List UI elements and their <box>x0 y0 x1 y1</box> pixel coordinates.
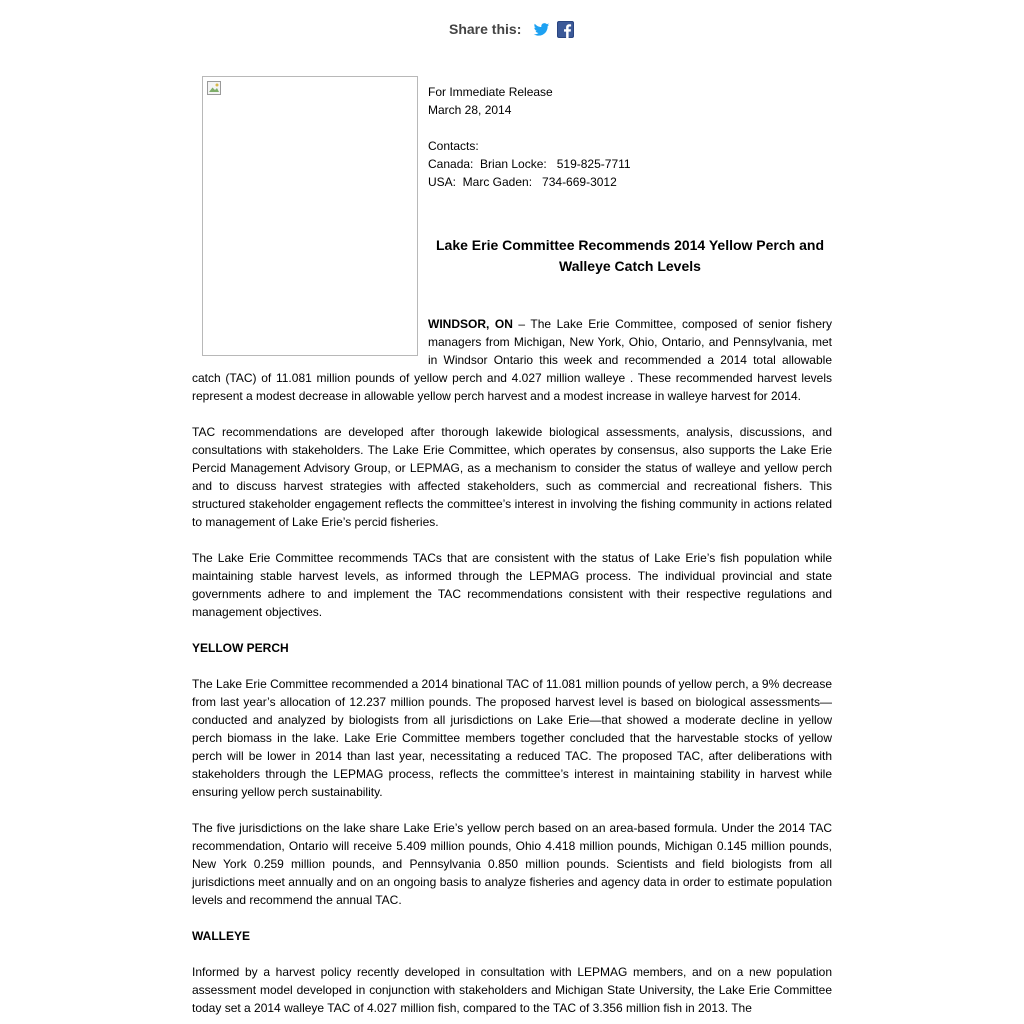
share-bar <box>449 18 581 40</box>
twitter-icon[interactable] <box>533 21 550 38</box>
yellow-perch-heading: YELLOW PERCH <box>192 641 289 655</box>
walleye-heading: WALLEYE <box>192 929 251 943</box>
headline-line-2: Walleye Catch Levels <box>559 258 701 274</box>
consistency-paragraph: The Lake Erie Committee recommends TACs that are consistent with the status of Lake Erie’s fish population while maintaining stable harvest levels, as informed through the LEPMAG process. The individual provincial and state governments adhere to and implement the TAC recommendations consistent with their respective regulations and management objectives. <box>192 551 832 619</box>
contact-canada: Canada: Brian Locke: 519-825-7711 <box>428 157 631 171</box>
dateline: WINDSOR, ON <box>428 317 513 331</box>
tac-process-paragraph: TAC recommendations are developed after thorough lakewide biological assessments, analysis, discussions, and consultations with stakeholders. The Lake Erie Committee, which operates by consensus, also supports the Lake Erie Percid Management Advisory Group, or LEPMAG, as a mechanism to consider the status of walleye and yellow perch and to discuss harvest strategies with affected stakeholders, such as commercial and recreational fishers. This structured stakeholder engagement reflects the committee’s interest in involving the fishing community in actions related to management of Lake Erie’s percid fisheries. <box>192 425 832 529</box>
broken-image-placeholder <box>202 76 418 356</box>
yellow-perch-paragraph-2: The five jurisdictions on the lake share Lake Erie’s yellow perch based on an area-based formula. Under the 2014 TAC recommendation, Ontario will receive 5.409 million pounds, Ohio 4.418 million pounds, Michigan 0.145 million pounds, New York 0.259 million pounds, and Pennsylvania 0.850 million pounds. Scientists and field biologists from all jurisdictions meet annually and on an ongoing basis to analyze fisheries and agency data in order to estimate population levels and recommend the annual TAC. <box>192 821 832 907</box>
contact-usa: USA: Marc Gaden: 734-669-3012 <box>428 175 617 189</box>
press-release <box>192 76 832 1017</box>
release-date: March 28, 2014 <box>428 103 512 117</box>
broken-image-icon <box>207 81 221 95</box>
headline-line-1: Lake Erie Committee Recommends 2014 Yellow Perch and <box>435 237 824 253</box>
release-type: For Immediate Release <box>428 85 553 99</box>
contacts-label: Contacts: <box>428 139 479 153</box>
lead-text: – The Lake Erie Committee, composed of senior fishery managers from Michigan, New York, Ohio, Ontario, and Pennsylvania, met in Windsor Ontario this week and recommended a 2014 total allowable catch (TAC) of 11.081 million pounds of yellow perch and 4.027 million walleye . These recommended harvest levels represent a modest decrease in allowable yellow perch harvest and a modest increase in walleye harvest for 2014. <box>192 317 832 403</box>
walleye-paragraph-1: Informed by a harvest policy recently developed in consultation with LEPMAG members, and on a new population assessment model developed in conjunction with stakeholders and Michigan State University, the Lake Erie Committee today set a 2014 walleye TAC of 4.027 million fish, compared to the TAC of 3.356 million fish in 2013. The <box>192 965 832 1015</box>
share-label: Share this: <box>449 21 522 37</box>
facebook-icon[interactable] <box>557 21 574 38</box>
yellow-perch-paragraph-1: The Lake Erie Committee recommended a 2014 binational TAC of 11.081 million pounds of yellow perch, a 9% decrease from last year’s allocation of 12.237 million pounds. The proposed harvest level is based on biological assessments—conducted and analyzed by biologists from all jurisdictions on Lake Erie—that showed a moderate decline in yellow perch biomass in the lake. Lake Erie Committee members together concluded that the harvestable stocks of yellow perch will be lower in 2014 than last year, necessitating a reduced TAC. The proposed TAC, after deliberations with stakeholders through the LEPMAG process, reflects the committee’s interest in maintaining stability in harvest while ensuring yellow perch sustainability. <box>192 677 832 799</box>
